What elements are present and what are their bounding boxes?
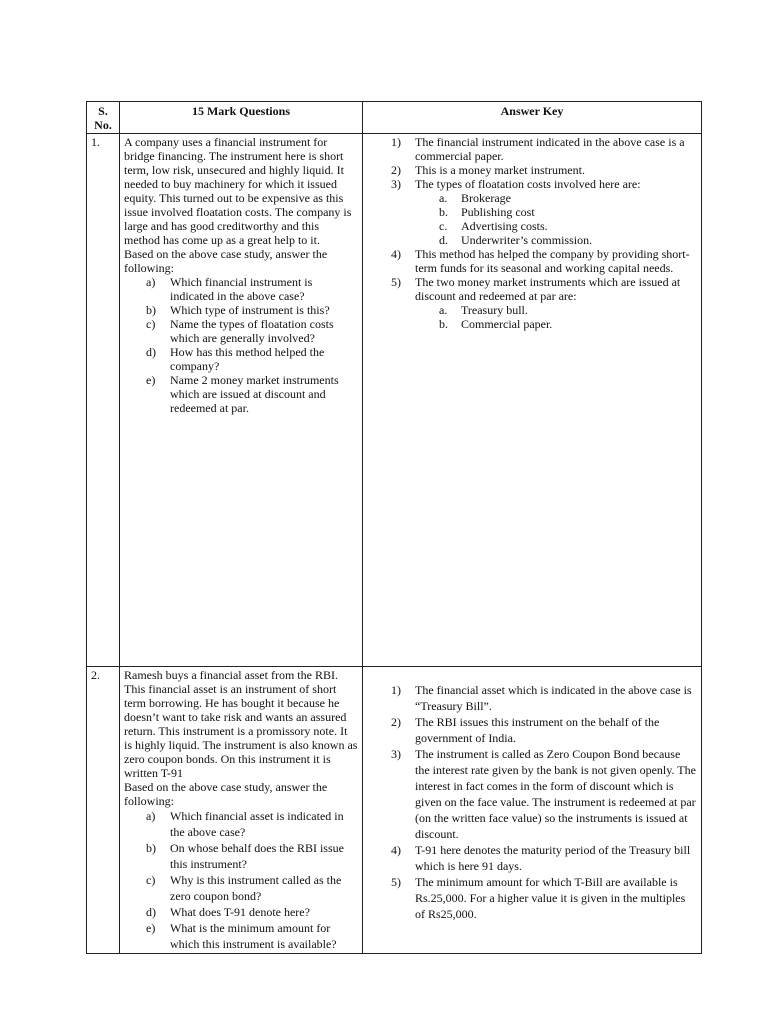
question-cell [120,667,363,954]
item-text: On whose behalf does the RBI issue this instrument? [170,841,344,871]
item-marker: a. [439,191,448,205]
item-text: Why is this instrument called as the zero coupon bond? [170,873,342,903]
list-item [439,191,697,205]
item-text: The types of floatation costs involved here are: [415,177,641,191]
list-item [391,874,697,922]
list-item [391,746,697,842]
list-item [439,303,697,317]
item-text: Which financial asset is indicated in the above case? [170,809,344,839]
item-marker: c. [439,219,448,233]
list-item [146,872,358,904]
item-text: Underwriter’s commission. [461,233,593,247]
list-item [146,373,358,415]
item-text: Which financial instrument is indicated in the above case? [170,275,313,303]
item-text: T-91 here denotes the maturity period of the Treasury bill which is here 91 days. [415,843,691,873]
list-item [146,317,358,345]
list-item [391,842,697,874]
sub-answer-list [415,303,697,331]
instruction-text: Based on the above case study, answer the following: [124,780,328,808]
item-text: What does T-91 denote here? [170,905,310,919]
table-row [87,667,702,954]
answer-cell [363,134,702,667]
item-marker: 4) [391,843,401,857]
list-item [146,904,358,920]
item-text: The two money market instruments which are issued at discount and redeemed at par are: [415,275,681,303]
sub-question-list [124,808,358,952]
item-marker: b. [439,205,448,219]
item-marker: 2) [391,715,401,729]
list-item [146,303,358,317]
header-questions: 15 Mark Questions [120,102,363,134]
list-item [146,808,358,840]
item-text: Name 2 money market instruments which are issued at discount and redeemed at par. [170,373,339,415]
item-marker: 2) [391,163,401,177]
list-item [146,920,358,952]
list-item [391,275,697,331]
item-text: What is the minimum amount for which this instrument is available? [170,921,337,951]
list-item [391,682,697,714]
list-item [391,714,697,746]
item-text: Treasury bull. [461,303,528,317]
item-text: The financial instrument indicated in the above case is a commercial paper. [415,135,685,163]
header-sno: S. No. [87,102,120,134]
list-item [146,345,358,373]
item-marker: 3) [391,747,401,761]
item-marker: c) [146,317,156,331]
item-text: The financial asset which is indicated in the above case is “Treasury Bill”. [415,683,692,713]
item-marker: e) [146,921,156,935]
sub-answer-list [415,191,697,247]
item-marker: b. [439,317,448,331]
list-item [146,840,358,872]
item-text: Advertising costs. [461,219,548,233]
list-item [391,135,697,163]
item-marker: d) [146,345,156,359]
item-text: Brokerage [461,191,511,205]
instruction-text: Based on the above case study, answer the following: [124,247,328,275]
case-study-text: Ramesh buys a financial asset from the RBI. This financial asset is an instrument of short term borrowing. He has bought it because he doesn’t want to take risk and wants an assured return. This instrument is a promissory note. It is highly liquid. The instrument is also known as zero coupon bonds. On this instrument it is written T-91 [124,668,358,780]
sub-question-list [124,275,358,415]
list-item [391,163,697,177]
question-cell [120,134,363,667]
item-text: The instrument is called as Zero Coupon Bond because the interest rate given by the bank is not given openly. The interest in fact comes in the form of discount which is given on the face value. The instrument is redeemed at par (on the written face value) so the instruments is issued at discount. [415,747,696,841]
case-study-text: A company uses a financial instrument for bridge financing. The instrument here is short term, low risk, unsecured and highly liquid. It needed to buy machinery for which it issued equity. This turned out to be expensive as this issue involved floatation costs. The company is large and has good creditworthy and this method has come up as a great help to it. [124,135,352,247]
qa-table [86,101,702,954]
item-marker: 5) [391,875,401,889]
item-marker: a) [146,275,156,289]
item-marker: d. [439,233,448,247]
list-item [439,205,697,219]
item-text: The RBI issues this instrument on the behalf of the government of India. [415,715,660,745]
answer-list [367,135,697,331]
item-text: This method has helped the company by providing short-term funds for its seasonal and working capital needs. [415,247,690,275]
header-answers: Answer Key [363,102,702,134]
item-text: Name the types of floatation costs which are generally involved? [170,317,334,345]
list-item [439,317,697,331]
item-marker: 1) [391,135,401,149]
answer-cell [363,667,702,954]
item-text: Which type of instrument is this? [170,303,330,317]
answer-list [367,682,697,922]
serial-number: 2. [87,667,120,954]
header-row [87,102,702,134]
list-item [439,219,697,233]
item-text: How has this method helped the company? [170,345,325,373]
item-marker: c) [146,873,156,887]
item-text: Publishing cost [461,205,535,219]
item-marker: b) [146,303,156,317]
list-item [439,233,697,247]
list-item [146,275,358,303]
item-marker: e) [146,373,156,387]
item-marker: a) [146,809,156,823]
item-marker: d) [146,905,156,919]
item-marker: 3) [391,177,401,191]
item-text: This is a money market instrument. [415,163,585,177]
item-marker: 5) [391,275,401,289]
item-marker: 4) [391,247,401,261]
serial-number: 1. [87,134,120,667]
item-marker: 1) [391,683,401,697]
item-marker: a. [439,303,448,317]
item-text: Commercial paper. [461,317,553,331]
list-item [391,177,697,247]
item-marker: b) [146,841,156,855]
list-item [391,247,697,275]
table-row [87,134,702,667]
item-text: The minimum amount for which T-Bill are available is Rs.25,000. For a higher value it is given in the multiples of Rs25,000. [415,875,686,921]
